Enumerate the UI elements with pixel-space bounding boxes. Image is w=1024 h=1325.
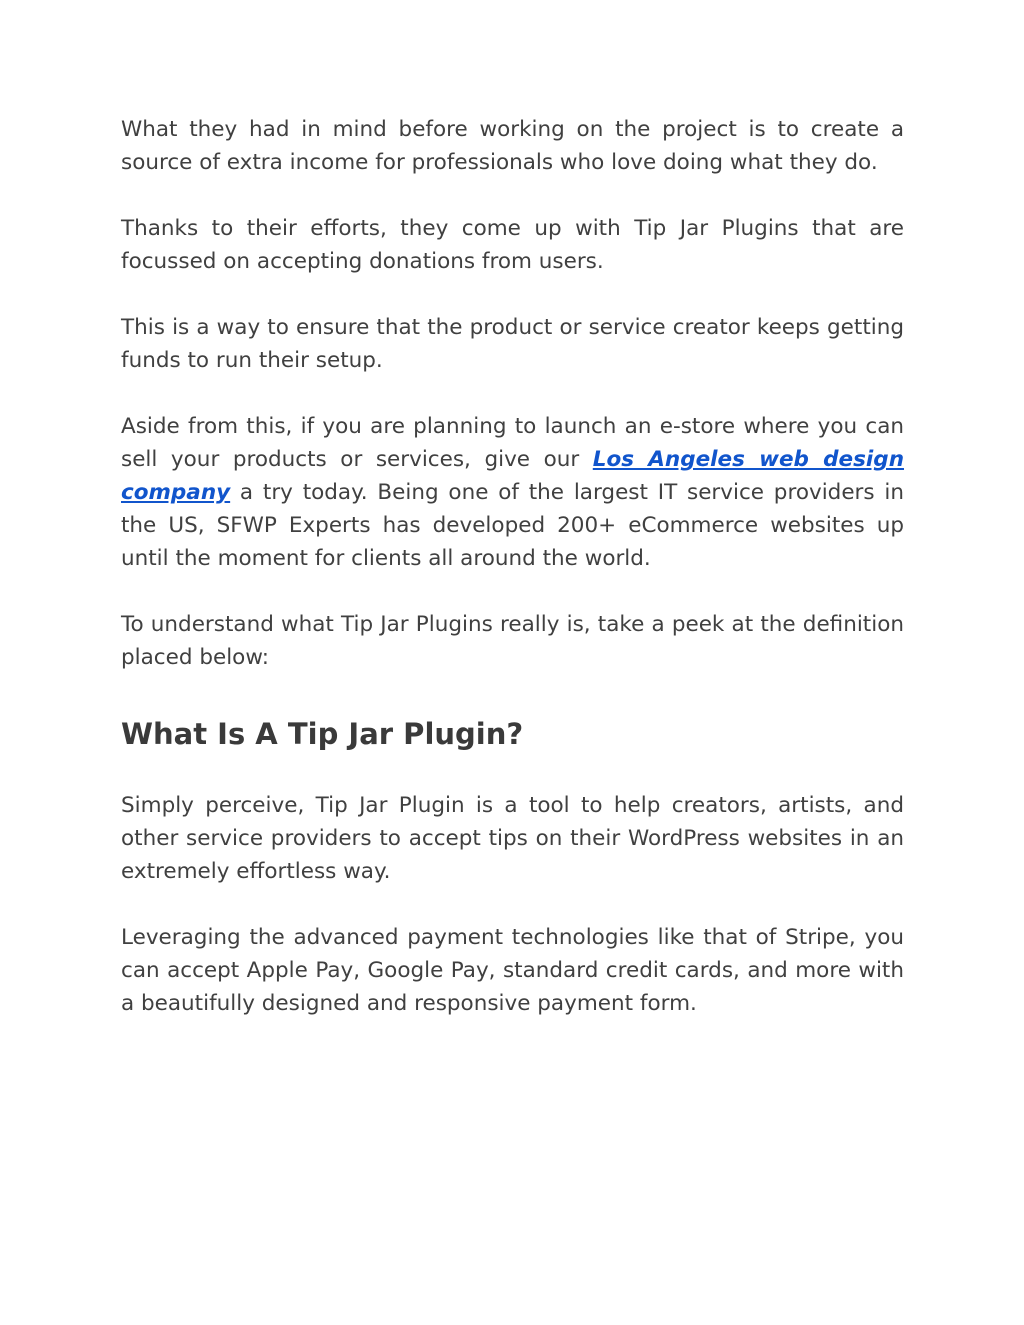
paragraph-definition-intro: To understand what Tip Jar Plugins really is, take a peek at the definition placed below: [121, 612, 904, 670]
paragraph-income-goal: What they had in mind before working on the project is to create a source of extra income for professionals who love doing what they do. [121, 117, 904, 175]
paragraph-tip-jar-plugins: Thanks to their efforts, they come up with Tip Jar Plugins that are focussed on accepting donations from users. [121, 216, 904, 274]
paragraph-e-store-tail: a try today. Being one of the largest IT service providers in the US, SFWP Experts has developed 200+ eCommerce websites up until the moment for clients all around the world. [121, 480, 904, 571]
paragraph-definition: Simply perceive, Tip Jar Plugin is a tool to help creators, artists, and other service providers to accept tips on their WordPress websites in an extremely effortless way. [121, 793, 904, 884]
web-design-company-link[interactable]: Los Angeles web design company [121, 447, 904, 505]
document-body [121, 113, 904, 1053]
paragraph-funding: This is a way to ensure that the product or service creator keeps getting funds to run their setup. [121, 315, 904, 373]
paragraph-e-store-lead: Aside from this, if you are planning to launch an e-store where you can sell your products or services, give our [121, 414, 904, 472]
paragraph-payment-technologies: Leveraging the advanced payment technologies like that of Stripe, you can accept Apple Pay, Google Pay, standard credit cards, and more with a beautifully designed and responsive payment form. [121, 925, 904, 1016]
section-heading: What Is A Tip Jar Plugin? [121, 717, 524, 751]
paragraph-e-store [121, 410, 904, 575]
